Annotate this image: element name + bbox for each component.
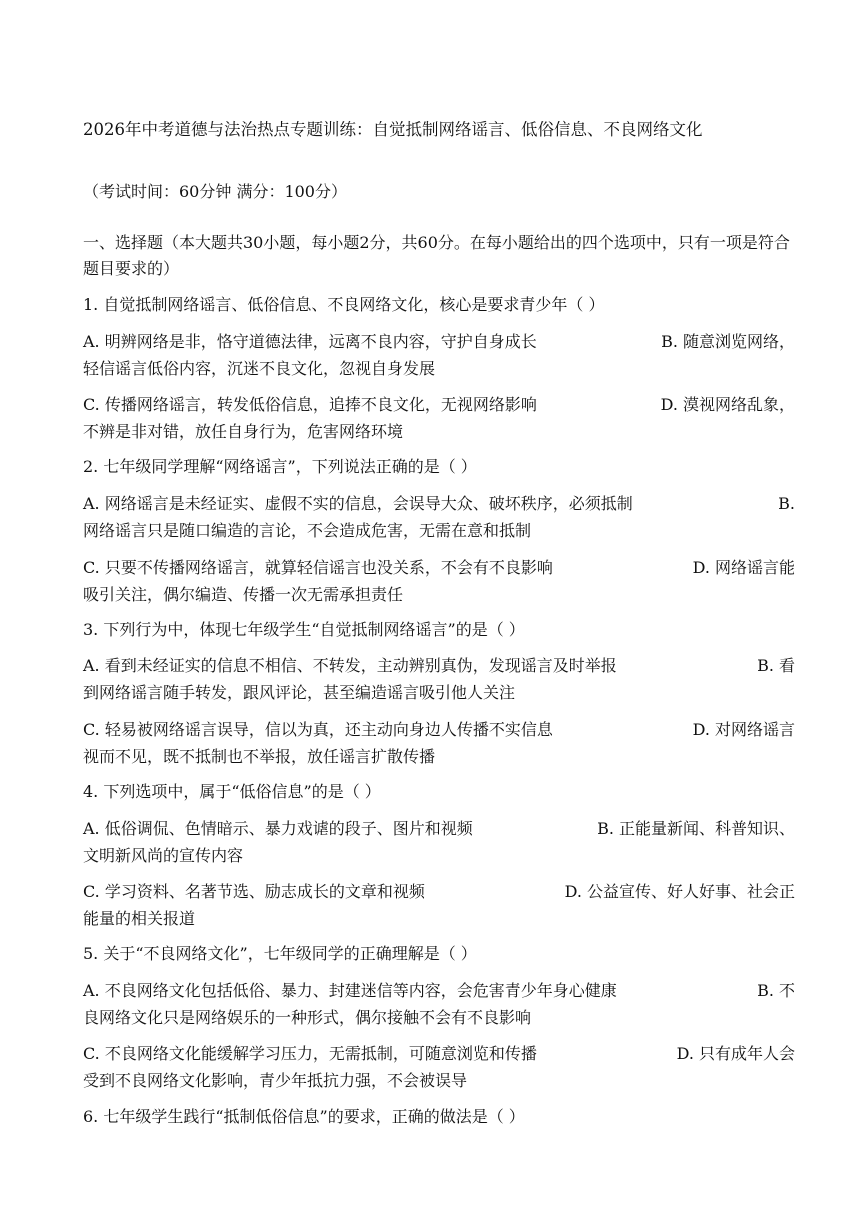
option-c: C. 传播网络谣言，转发低俗信息，追捧不良文化，无视网络影响 xyxy=(83,395,537,414)
option-d-start: D. 对网络谣言 xyxy=(692,720,795,739)
option-b-start: B. xyxy=(778,494,795,513)
option-a: A. 明辨网络是非，恪守道德法律，远离不良内容，守护自身成长 xyxy=(83,332,537,351)
option-d-continued: 视而不见，既不抵制也不举报，放任谣言扩散传播 xyxy=(83,747,436,766)
question-stem: 5. 关于“不良网络文化”，七年级同学的正确理解是（ ） xyxy=(83,944,477,963)
option-row xyxy=(83,815,795,842)
option-b-start: B. 正能量新闻、科普知识、 xyxy=(597,819,795,838)
question-stem: 4. 下列选项中，属于“低俗信息”的是（ ） xyxy=(83,782,381,801)
option-row xyxy=(83,490,795,517)
question-options xyxy=(83,554,795,608)
exam-info: （考试时间：60分钟 满分：100分） xyxy=(83,182,347,201)
option-a: A. 不良网络文化包括低俗、暴力、封建迷信等内容，会危害青少年身心健康 xyxy=(83,981,617,1000)
question-options xyxy=(83,815,795,869)
option-row xyxy=(83,878,795,905)
option-row xyxy=(83,716,795,743)
option-b-continued: 良网络文化只是网络娱乐的一种形式，偶尔接触不会有不良影响 xyxy=(83,1008,532,1027)
question-stem: 2. 七年级同学理解“网络谣言”，下列说法正确的是（ ） xyxy=(83,457,477,476)
question-options xyxy=(83,652,795,706)
option-row xyxy=(83,977,795,1004)
option-c: C. 学习资料、名著节选、励志成长的文章和视频 xyxy=(83,882,425,901)
option-row xyxy=(83,328,795,355)
option-b-continued: 到网络谣言随手转发，跟风评论，甚至编造谣言吸引他人关注 xyxy=(83,683,516,702)
option-row xyxy=(83,554,795,581)
option-d-start: D. 网络谣言能 xyxy=(692,558,795,577)
question-stem: 1. 自觉抵制网络谣言、低俗信息、不良网络文化，核心是要求青少年（ ） xyxy=(83,295,605,314)
option-b-continued: 文明新风尚的宣传内容 xyxy=(83,846,244,865)
option-row xyxy=(83,1040,795,1067)
question-options xyxy=(83,878,795,932)
option-b-start: B. 不 xyxy=(757,981,795,1000)
option-c: C. 只要不传播网络谣言，就算轻信谣言也没关系，不会有不良影响 xyxy=(83,558,553,577)
question-options xyxy=(83,391,795,445)
option-d-start: D. 漠视网络乱象， xyxy=(660,395,795,414)
question-options xyxy=(83,1040,795,1094)
question-stem: 3. 下列行为中，体现七年级学生“自觉抵制网络谣言”的是（ ） xyxy=(83,620,525,639)
option-d-continued: 不辨是非对错，放任自身行为，危害网络环境 xyxy=(83,422,404,441)
question-options xyxy=(83,716,795,770)
option-b-start: B. 看 xyxy=(757,656,795,675)
option-a: A. 看到未经证实的信息不相信、不转发，主动辨别真伪，发现谣言及时举报 xyxy=(83,656,617,675)
option-d-start: D. 公益宣传、好人好事、社会正 xyxy=(564,882,795,901)
option-b-continued: 网络谣言只是随口编造的言论，不会造成危害，无需在意和抵制 xyxy=(83,521,532,540)
option-d-start: D. 只有成年人会 xyxy=(676,1044,795,1063)
option-row xyxy=(83,391,795,418)
question-stem: 6. 七年级学生践行“抵制低俗信息”的要求，正确的做法是（ ） xyxy=(83,1107,525,1126)
option-a: A. 网络谣言是未经证实、虚假不实的信息，会误导大众、破坏秩序，必须抵制 xyxy=(83,494,633,513)
section-heading: 一、选择题（本大题共30小题，每小题2分，共60分。在每小题给出的四个选项中，只有一项是符合题目要求的） xyxy=(83,233,790,278)
question-options xyxy=(83,490,795,544)
option-row xyxy=(83,652,795,679)
option-c: C. 不良网络文化能缓解学习压力，无需抵制，可随意浏览和传播 xyxy=(83,1044,537,1063)
option-b-continued: 轻信谣言低俗内容，沉迷不良文化，忽视自身发展 xyxy=(83,359,436,378)
question-options xyxy=(83,977,795,1031)
question-options xyxy=(83,328,795,382)
option-d-continued: 受到不良网络文化影响，青少年抵抗力强，不会被误导 xyxy=(83,1071,468,1090)
option-d-continued: 能量的相关报道 xyxy=(83,909,196,928)
option-d-continued: 吸引关注，偶尔编造、传播一次无需承担责任 xyxy=(83,585,404,604)
option-a: A. 低俗调侃、色情暗示、暴力戏谑的段子、图片和视频 xyxy=(83,819,473,838)
option-c: C. 轻易被网络谣言误导，信以为真，还主动向身边人传播不实信息 xyxy=(83,720,553,739)
document-title: 2026年中考道德与法治热点专题训练：自觉抵制网络谣言、低俗信息、不良网络文化 xyxy=(83,120,703,139)
option-b-start: B. 随意浏览网络， xyxy=(661,332,795,351)
